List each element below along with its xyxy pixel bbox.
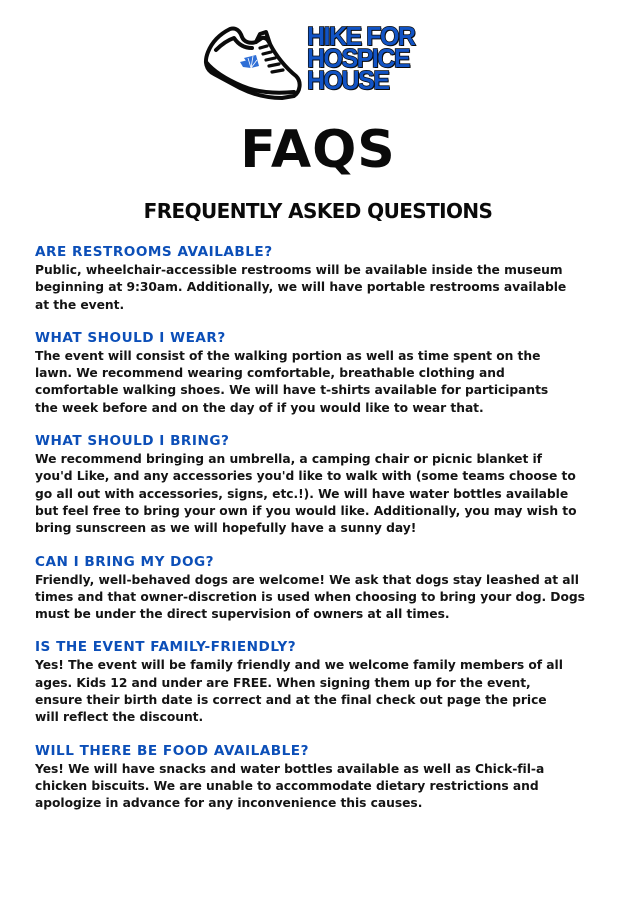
faq-answer	[35, 348, 605, 417]
answer-line: ages. Kids 12 and under are FREE. When signing them up for the event,	[35, 675, 531, 690]
answer-line: go all out with accessories, signs, etc.!). We will have water bottles available	[35, 486, 569, 501]
answer-line: beginning at 9:30am. Additionally, we will have portable restrooms available	[35, 280, 567, 295]
faq-question: ARE RESTROOMS AVAILABLE?	[35, 244, 273, 260]
faq-question: IS THE EVENT FAMILY-FRIENDLY?	[35, 639, 297, 656]
answer-line: lawn. We recommend wearing comfortable, breathable clothing and	[35, 366, 505, 381]
logo-wordmark	[307, 21, 415, 96]
faq-item-restrooms	[35, 242, 605, 314]
answer-line: Yes! The event will be family friendly and we welcome family members of all	[35, 658, 563, 673]
logo-line-3: HOUSE	[307, 65, 389, 96]
running-shoe-icon	[196, 22, 304, 104]
faq-item-dog	[35, 552, 605, 624]
logo	[196, 22, 446, 102]
faq-answer	[35, 761, 605, 813]
answer-line: apologize in advance for any inconvenience this causes.	[35, 796, 423, 811]
answer-line: the week before and on the day of if you would like to wear that.	[35, 400, 484, 415]
faq-question: WILL THERE BE FOOD AVAILABLE?	[35, 742, 309, 759]
answer-line: comfortable walking shoes. We will have t-shirts available for participants	[35, 383, 549, 398]
faq-item-food	[35, 741, 605, 813]
faq-item-family	[35, 637, 605, 726]
faq-question: CAN I BRING MY DOG?	[35, 553, 215, 570]
answer-line: will reflect the discount.	[35, 710, 204, 725]
logo-line-2: HOSPICE	[307, 43, 410, 74]
answer-line: The event will consist of the walking portion as well as time spent on the	[35, 348, 541, 363]
faq-question: WHAT SHOULD I WEAR?	[35, 329, 226, 346]
answer-line: but feel free to bring your own if you would like. Additionally, you may wish to	[35, 503, 577, 518]
faq-answer	[35, 262, 605, 314]
answer-line: bring sunscreen as we will hopefully have a sunny day!	[35, 521, 417, 536]
faq-answer	[35, 572, 605, 624]
faq-item-bring	[35, 431, 605, 537]
answer-line: Public, wheelchair-accessible restrooms will be available inside the museum	[35, 263, 563, 277]
faq-item-wear	[35, 328, 605, 417]
faq-answer	[35, 657, 605, 726]
logo-line-1: HIKE FOR	[307, 21, 415, 52]
faq-list	[35, 242, 605, 813]
page-subtitle: FREQUENTLY ASKED QUESTIONS	[143, 199, 493, 223]
faq-question: WHAT SHOULD I BRING?	[35, 433, 230, 450]
answer-line: ensure their birth date is correct and at the final check out page the price	[35, 693, 547, 708]
answer-line: must be under the direct supervision of owners at all times.	[35, 607, 450, 622]
answer-line: Friendly, well-behaved dogs are welcome! We ask that dogs stay leashed at all	[35, 572, 579, 587]
page-title: FAQS	[240, 120, 396, 180]
answer-line: at the event.	[35, 297, 125, 312]
answer-line: We recommend bringing an umbrella, a camping chair or picnic blanket if	[35, 452, 542, 467]
answer-line: times and that owner-discretion is used when choosing to bring your dog. Dogs	[35, 589, 585, 604]
answer-line: you'd Like, and any accessories you'd like to walk with (some teams choose to	[35, 469, 576, 484]
answer-line: chicken biscuits. We are unable to accommodate dietary restrictions and	[35, 778, 539, 793]
answer-line: Yes! We will have snacks and water bottles available as well as Chick-fil-a	[35, 761, 545, 776]
faq-answer	[35, 451, 605, 537]
